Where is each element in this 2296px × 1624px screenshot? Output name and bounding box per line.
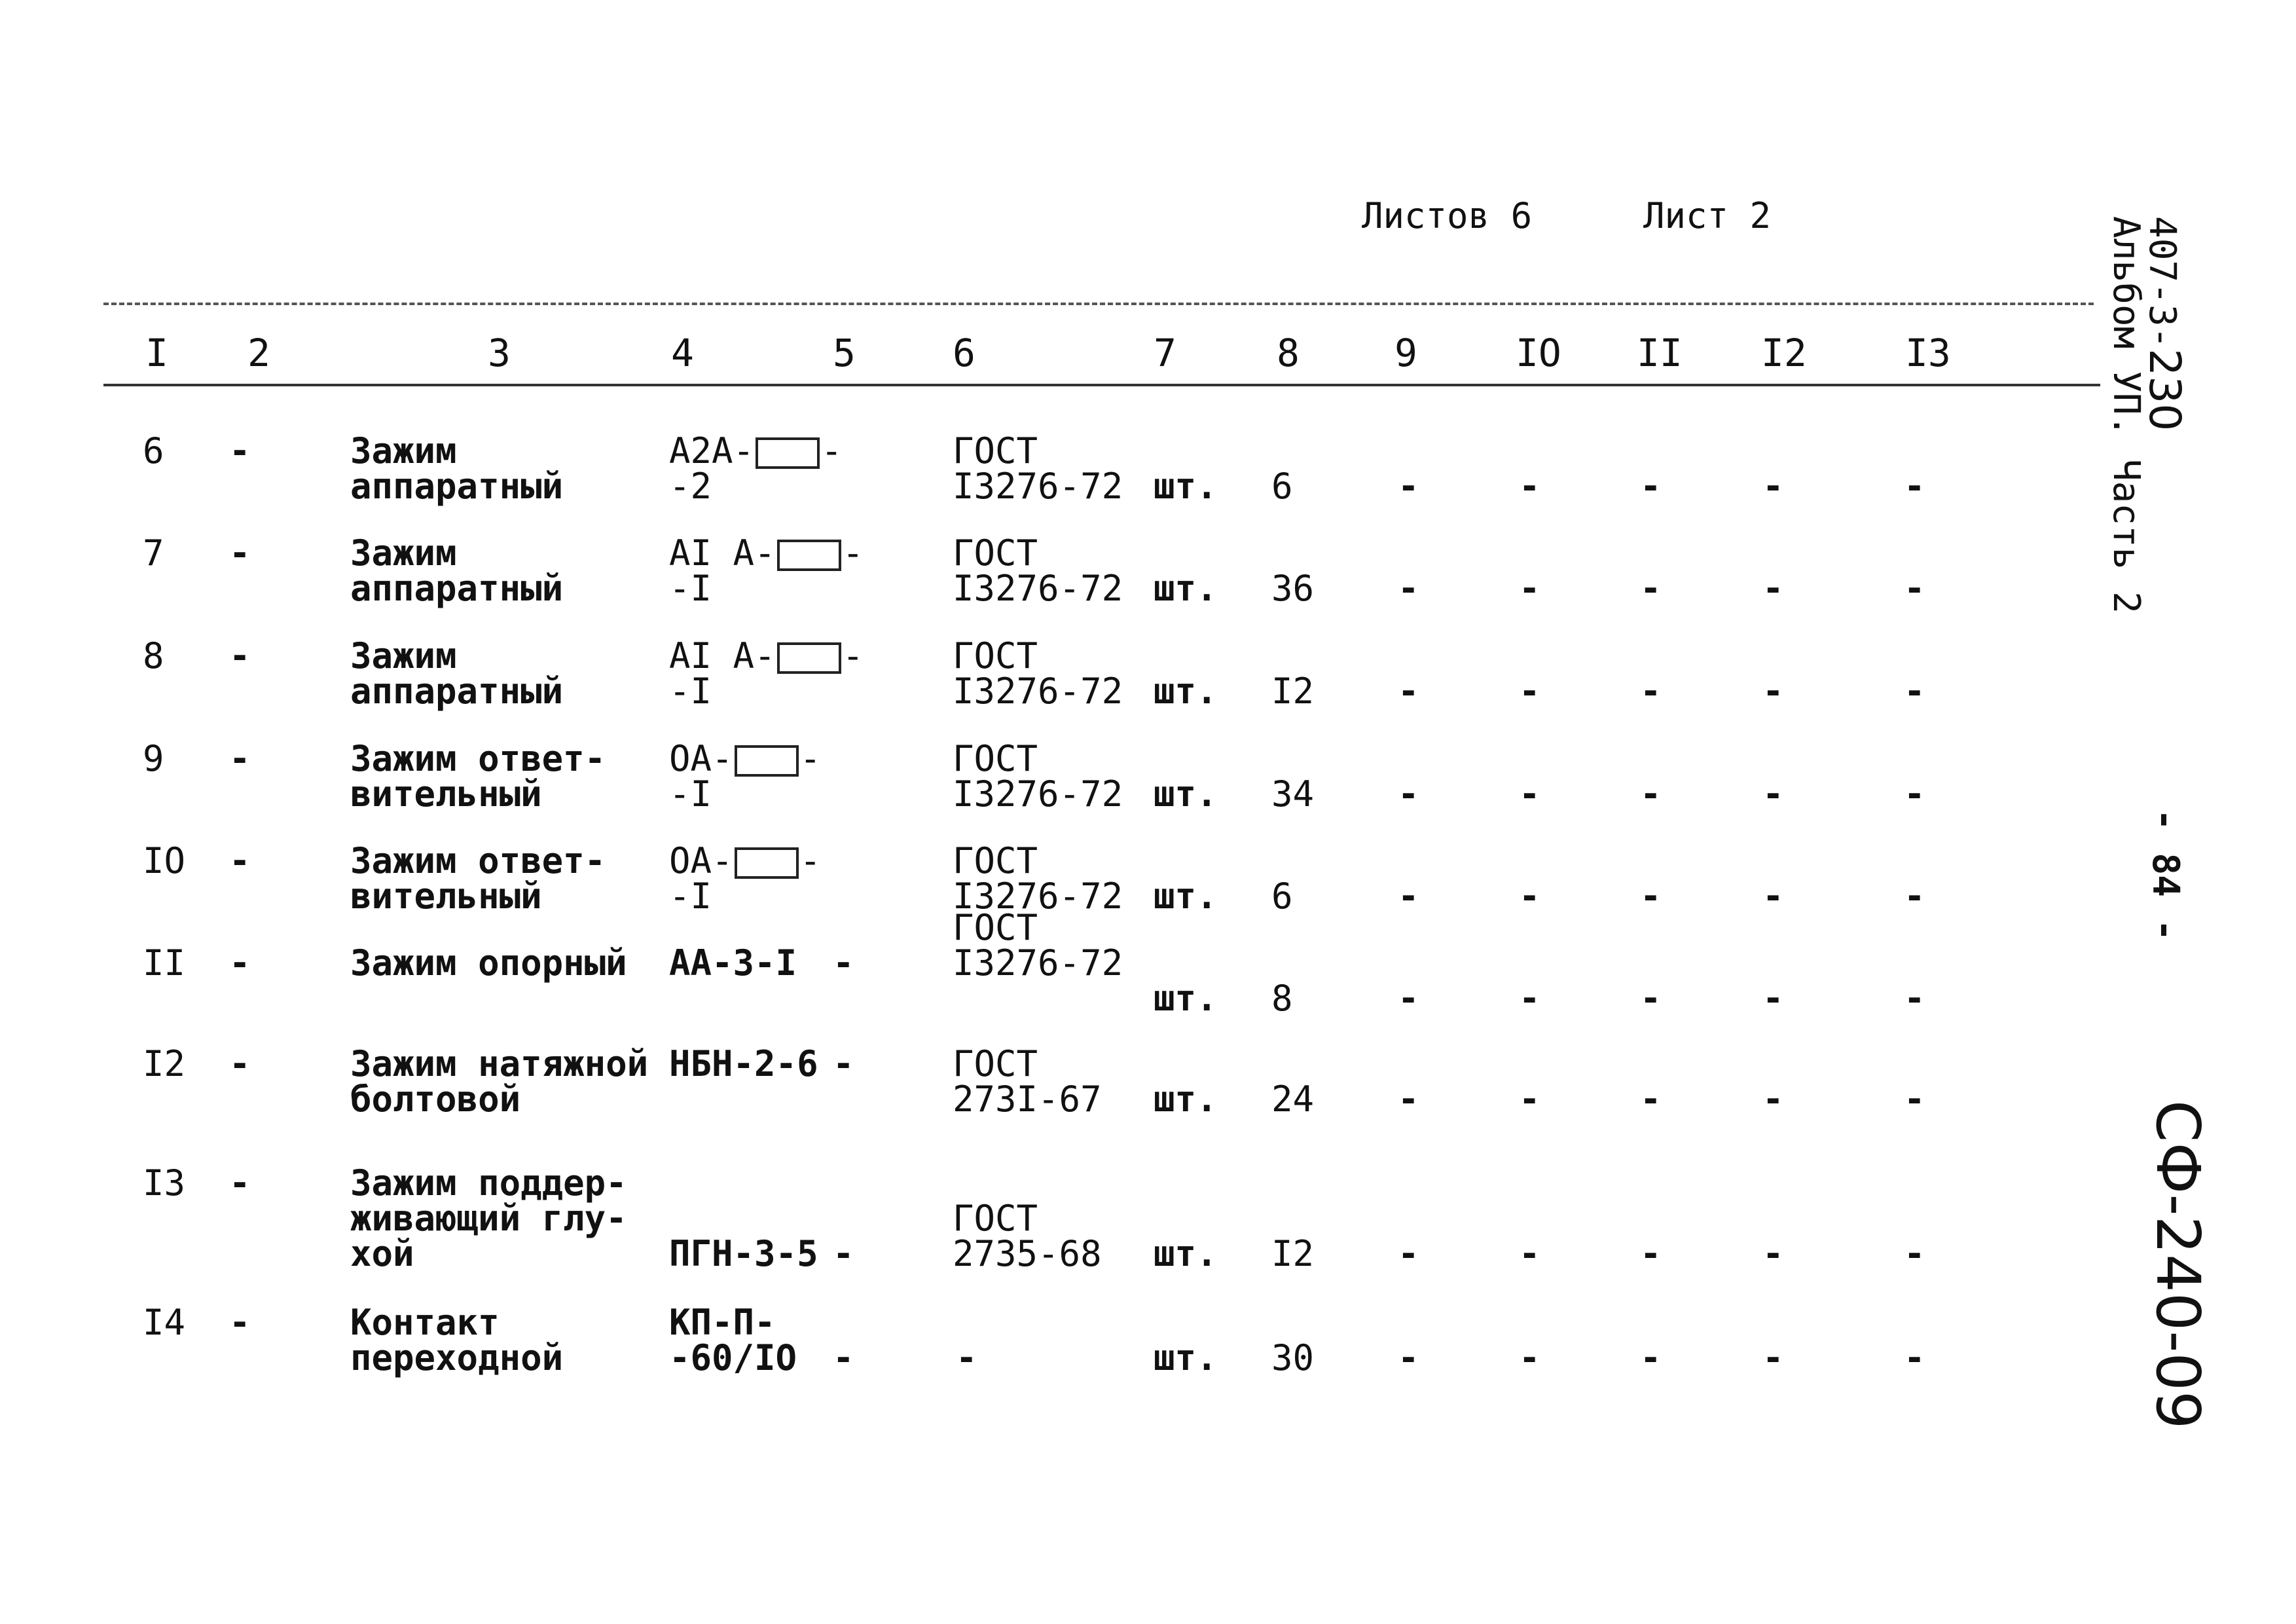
sheets-count: Листов 6 <box>1362 195 1533 236</box>
type-mark <box>669 840 822 881</box>
column-12-value: - <box>1762 978 1784 1019</box>
column-2-value: - <box>229 430 251 471</box>
type-mark-prefix: OA- <box>669 840 733 881</box>
column-9-value: - <box>1398 773 1419 815</box>
type-mark-line: -60/IO <box>669 1337 797 1378</box>
column-2-value: - <box>229 1043 251 1084</box>
column-2-value: - <box>229 1302 251 1343</box>
column-2-value: - <box>229 532 251 574</box>
gost-label: ГОСТ <box>953 430 1038 471</box>
item-name-line: переходной <box>350 1337 564 1378</box>
column-10-value: - <box>1519 1337 1540 1378</box>
type-mark-prefix: AI A- <box>669 532 776 574</box>
type-mark-suffix: - <box>799 840 822 881</box>
item-name-line: Зажим ответ- <box>350 840 606 881</box>
column-13-value: - <box>1904 773 1925 815</box>
position-number: 9 <box>143 738 164 779</box>
column-11-value: - <box>1640 671 1662 712</box>
column-2-value: - <box>229 1162 251 1204</box>
type-mark-suffix: - <box>821 430 843 471</box>
table-header-rule <box>103 384 2100 386</box>
item-name-line: вительный <box>350 876 542 917</box>
type-mark-line: -I <box>669 773 712 815</box>
column-number-2: 2 <box>247 331 270 375</box>
column-number-3: 3 <box>488 331 511 375</box>
position-number: II <box>143 942 186 984</box>
gost-number: I3276-72 <box>953 876 1123 917</box>
column-10-value: - <box>1519 671 1540 712</box>
quantity: 6 <box>1271 466 1293 507</box>
column-number-8: 8 <box>1277 331 1300 375</box>
column-number-10: IO <box>1516 331 1561 375</box>
position-number: IO <box>143 840 186 881</box>
blank-size-box <box>735 847 799 879</box>
item-name-line: аппаратный <box>350 466 564 507</box>
column-9-value: - <box>1398 671 1419 712</box>
blank-size-box <box>756 437 820 469</box>
column-10-value: - <box>1519 1079 1540 1120</box>
position-number: I4 <box>143 1302 186 1343</box>
column-9-value: - <box>1398 568 1419 609</box>
column-5-value: - <box>833 942 854 984</box>
type-mark-suffix: - <box>842 635 864 676</box>
quantity: I2 <box>1271 1233 1315 1274</box>
gost-label: ГОСТ <box>953 532 1038 574</box>
item-name-line: Зажим опорный <box>350 942 627 984</box>
column-13-value: - <box>1904 568 1925 609</box>
item-name-line: Зажим <box>350 430 457 471</box>
type-mark <box>669 532 864 574</box>
gost-number: 273I-67 <box>953 1079 1102 1120</box>
column-number-9: 9 <box>1394 331 1417 375</box>
type-mark-line: AA-3-I <box>669 942 797 984</box>
column-10-value: - <box>1519 978 1540 1019</box>
column-12-value: - <box>1762 876 1784 917</box>
position-number: 6 <box>143 430 164 471</box>
column-11-value: - <box>1640 1233 1662 1274</box>
type-mark-line: -2 <box>669 466 712 507</box>
type-mark-line: НБН-2-6 <box>669 1043 818 1084</box>
type-mark-line: ПГН-3-5 <box>669 1233 818 1274</box>
gost-number: I3276-72 <box>953 671 1123 712</box>
unit: шт. <box>1154 1079 1218 1120</box>
gost-value: - <box>956 1337 977 1378</box>
column-number-1: I <box>145 331 168 375</box>
column-number-13: I3 <box>1905 331 1951 375</box>
column-13-value: - <box>1904 1337 1925 1378</box>
column-13-value: - <box>1904 1233 1925 1274</box>
quantity: I2 <box>1271 671 1315 712</box>
column-12-value: - <box>1762 568 1784 609</box>
gost-label: ГОСТ <box>953 1198 1038 1239</box>
item-name-line: хой <box>350 1233 414 1274</box>
column-12-value: - <box>1762 466 1784 507</box>
column-2-value: - <box>229 942 251 984</box>
column-9-value: - <box>1398 466 1419 507</box>
album-part: Альбом УП. Часть 2 <box>2105 216 2147 614</box>
gost-number: I3276-72 <box>953 773 1123 815</box>
position-number: 7 <box>143 532 164 574</box>
column-13-value: - <box>1904 1079 1925 1120</box>
type-mark-prefix: A2A- <box>669 430 755 471</box>
column-11-value: - <box>1640 876 1662 917</box>
item-name-line: Зажим <box>350 635 457 676</box>
column-9-value: - <box>1398 978 1419 1019</box>
unit: шт. <box>1154 876 1218 917</box>
column-9-value: - <box>1398 1079 1419 1120</box>
column-11-value: - <box>1640 1337 1662 1378</box>
column-2-value: - <box>229 840 251 881</box>
sheet-number: Лист 2 <box>1643 195 1772 236</box>
item-name-line: вительный <box>350 773 542 815</box>
item-name-line: аппаратный <box>350 671 564 712</box>
type-mark-suffix: - <box>799 738 822 779</box>
type-mark-prefix: AI A- <box>669 635 776 676</box>
unit: шт. <box>1154 978 1218 1019</box>
column-number-5: 5 <box>833 331 856 375</box>
gost-number: 2735-68 <box>953 1233 1102 1274</box>
column-12-value: - <box>1762 773 1784 815</box>
column-11-value: - <box>1640 773 1662 815</box>
type-mark-line: -I <box>669 671 712 712</box>
type-mark-suffix: - <box>842 532 864 574</box>
item-name-line: Зажим натяжной <box>350 1043 649 1084</box>
table-top-rule <box>103 303 2094 305</box>
quantity: 36 <box>1271 568 1315 609</box>
type-mark-line: -I <box>669 876 712 917</box>
gost-label: ГОСТ <box>953 738 1038 779</box>
column-13-value: - <box>1904 876 1925 917</box>
column-2-value: - <box>229 635 251 676</box>
type-mark-line: КП-П- <box>669 1302 776 1343</box>
album-code-printed: 407-3- <box>2141 216 2183 349</box>
item-name-line: Зажим поддер- <box>350 1162 627 1204</box>
quantity: 8 <box>1271 978 1293 1019</box>
gost-number: I3276-72 <box>953 942 1123 984</box>
column-11-value: - <box>1640 978 1662 1019</box>
item-name-line: Зажим <box>350 532 457 574</box>
quantity: 30 <box>1271 1337 1315 1378</box>
column-5-value: - <box>833 1043 854 1084</box>
quantity: 34 <box>1271 773 1315 815</box>
column-10-value: - <box>1519 466 1540 507</box>
column-5-value: - <box>833 1337 854 1378</box>
blank-size-box <box>735 745 799 777</box>
position-number: 8 <box>143 635 164 676</box>
gost-number: I3276-72 <box>953 466 1123 507</box>
item-name-line: живающий глу- <box>350 1198 627 1239</box>
column-12-value: - <box>1762 1233 1784 1274</box>
unit: шт. <box>1154 1233 1218 1274</box>
column-9-value: - <box>1398 876 1419 917</box>
unit: шт. <box>1154 1337 1218 1378</box>
column-10-value: - <box>1519 773 1540 815</box>
position-number: I2 <box>143 1043 186 1084</box>
column-number-12: I2 <box>1761 331 1807 375</box>
type-mark-prefix: OA- <box>669 738 733 779</box>
type-mark-line: -I <box>669 568 712 609</box>
column-5-value: - <box>833 1233 854 1274</box>
item-name-line: болтовой <box>350 1079 521 1120</box>
column-10-value: - <box>1519 568 1540 609</box>
blank-size-box <box>777 642 841 674</box>
unit: шт. <box>1154 773 1218 815</box>
column-number-11: II <box>1637 331 1683 375</box>
column-10-value: - <box>1519 1233 1540 1274</box>
quantity: 6 <box>1271 876 1293 917</box>
item-name-line: Зажим ответ- <box>350 738 606 779</box>
quantity: 24 <box>1271 1079 1315 1120</box>
album-code-handwritten: 230 <box>2140 348 2190 432</box>
column-12-value: - <box>1762 1337 1784 1378</box>
item-name-line: Контакт <box>350 1302 500 1343</box>
unit: шт. <box>1154 568 1218 609</box>
column-13-value: - <box>1904 978 1925 1019</box>
gost-number: I3276-72 <box>953 568 1123 609</box>
column-12-value: - <box>1762 671 1784 712</box>
column-11-value: - <box>1640 466 1662 507</box>
column-number-7: 7 <box>1154 331 1176 375</box>
column-11-value: - <box>1640 568 1662 609</box>
position-number: I3 <box>143 1162 186 1204</box>
column-12-value: - <box>1762 1079 1784 1120</box>
type-mark <box>669 635 864 676</box>
column-11-value: - <box>1640 1079 1662 1120</box>
type-mark <box>669 430 843 471</box>
column-number-6: 6 <box>953 331 975 375</box>
page-number: - 84 - <box>2144 809 2187 942</box>
blank-size-box <box>777 540 841 571</box>
type-mark <box>669 738 822 779</box>
gost-label: ГОСТ <box>953 635 1038 676</box>
column-13-value: - <box>1904 466 1925 507</box>
document-stamp: СФ-240-09 <box>2143 1100 2213 1430</box>
column-number-4: 4 <box>671 331 694 375</box>
item-name-line: аппаратный <box>350 568 564 609</box>
column-2-value: - <box>229 738 251 779</box>
gost-label: ГОСТ <box>953 840 1038 881</box>
unit: шт. <box>1154 671 1218 712</box>
unit: шт. <box>1154 466 1218 507</box>
column-10-value: - <box>1519 876 1540 917</box>
gost-label: ГОСТ <box>953 1043 1038 1084</box>
column-13-value: - <box>1904 671 1925 712</box>
column-9-value: - <box>1398 1233 1419 1274</box>
column-9-value: - <box>1398 1337 1419 1378</box>
gost-label: ГОСТ <box>953 907 1038 948</box>
